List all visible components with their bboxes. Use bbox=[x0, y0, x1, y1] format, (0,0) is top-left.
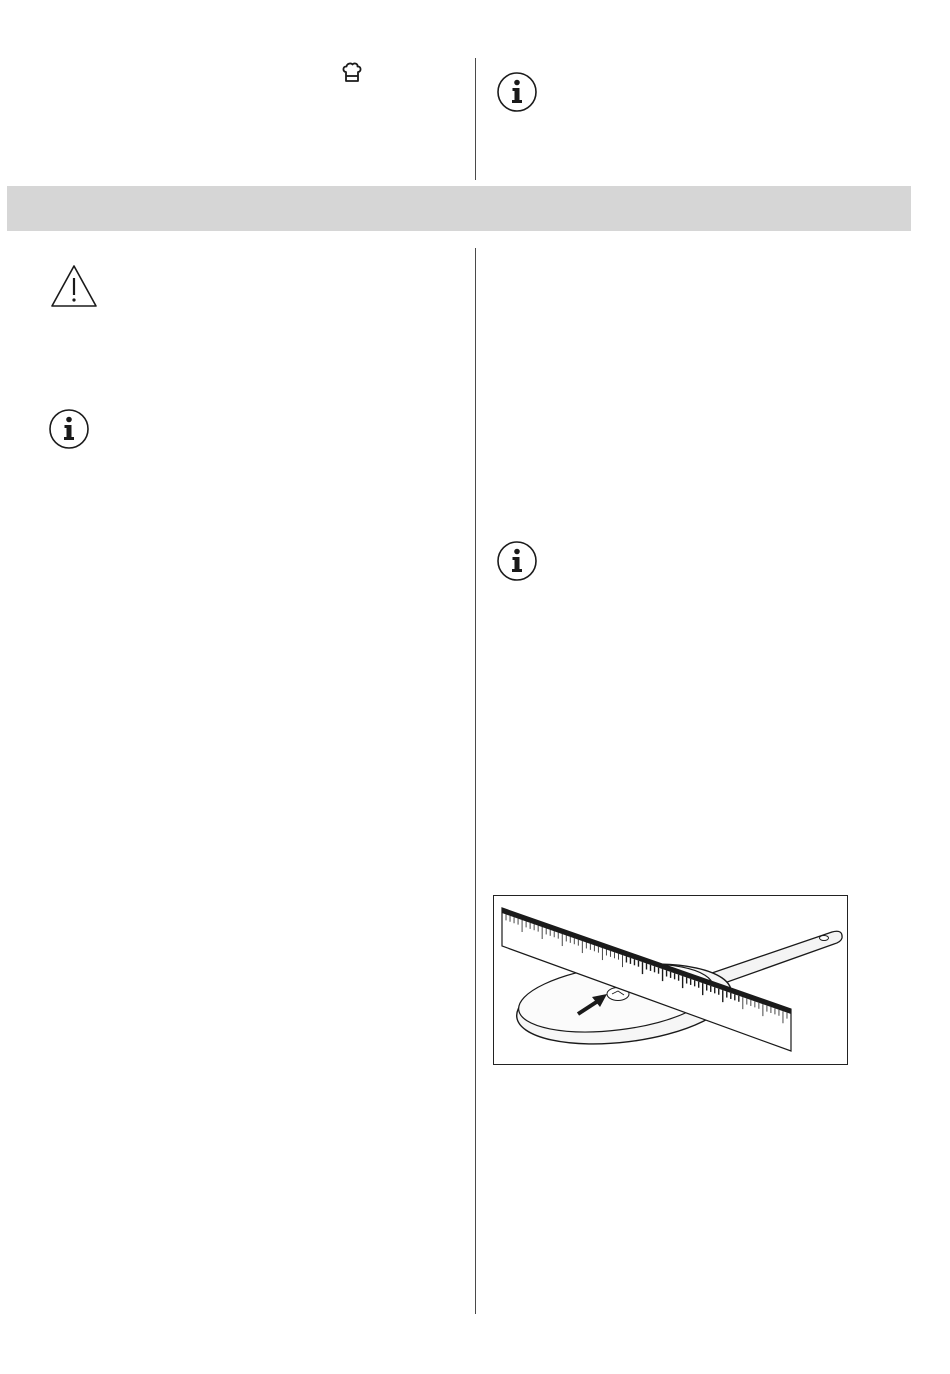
pan-with-ruler-illustration bbox=[494, 896, 848, 1065]
info-icon bbox=[496, 540, 538, 582]
pan-ruler-figure bbox=[493, 895, 848, 1065]
column-divider-main bbox=[475, 248, 476, 1314]
chef-hat-icon bbox=[340, 61, 364, 85]
warning-triangle-icon bbox=[49, 263, 99, 309]
info-icon bbox=[48, 408, 90, 450]
column-divider-top bbox=[475, 58, 476, 180]
section-header-band bbox=[7, 186, 911, 231]
info-icon bbox=[496, 71, 538, 113]
